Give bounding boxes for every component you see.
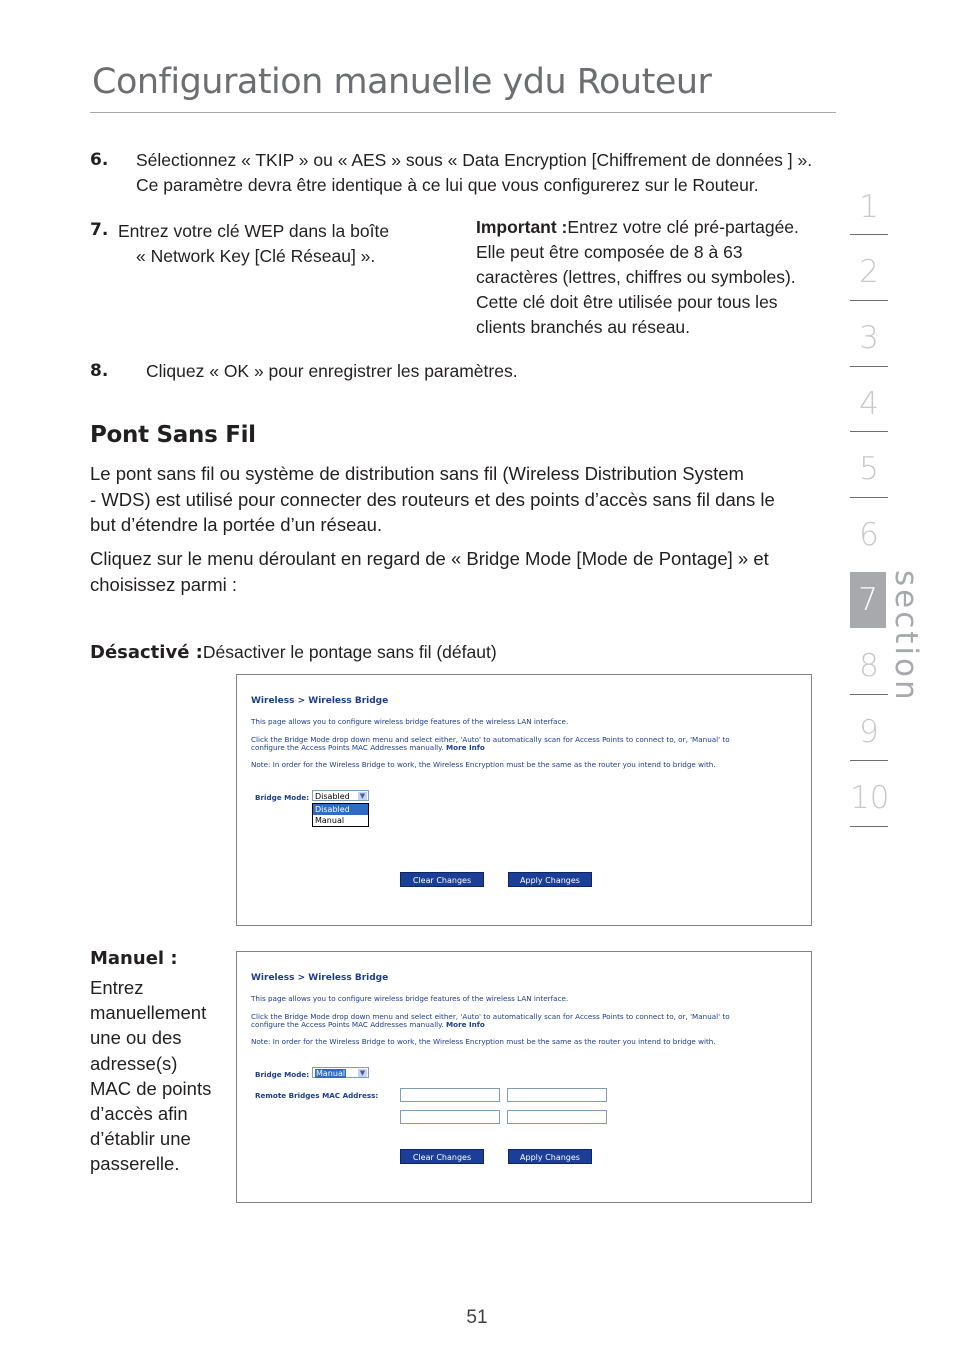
paragraph-2-line-2: choisissez parmi : — [90, 573, 238, 595]
section-nav-item-2: 2 — [859, 254, 879, 290]
bridge-mode-label: Bridge Mode: — [255, 793, 310, 802]
disabled-label: Désactivé : — [90, 642, 203, 663]
breadcrumb: Wireless > Wireless Bridge — [251, 696, 389, 706]
manual-label: Manuel : — [90, 948, 178, 969]
section-word: section — [888, 570, 924, 703]
section-divider — [850, 366, 888, 367]
chevron-down-icon[interactable]: ▼ — [359, 792, 366, 800]
instruction-text: Click the Bridge Mode drop down menu and select either, 'Auto' to automatically scan for Access Points to connect to, or, 'Manual' to — [251, 1012, 730, 1021]
page-title: Configuration manuelle ydu Routeur — [92, 62, 712, 102]
instruction-text-2: configure the Access Points MAC Addresses manually. More Info — [251, 743, 485, 752]
note-text: Note: In order for the Wireless Bridge to work, the Wireless Encryption must be the same as the router you intend to bridge with. — [251, 760, 716, 769]
paragraph-1-line-3: but d’étendre la portée d’un réseau. — [90, 514, 383, 535]
manual-line: d’accès afin — [90, 1103, 188, 1125]
paragraph-2-line-1: Cliquez sur le menu déroulant en regard de « Bridge Mode [Mode de Pontage] » et — [90, 548, 769, 569]
clear-changes-button[interactable]: Clear Changes — [400, 1149, 484, 1164]
manual-line: adresse(s) — [90, 1052, 178, 1074]
bridge-paragraph-2 — [90, 546, 769, 597]
step-6-number: 6. — [90, 150, 109, 170]
page-number: 51 — [466, 1307, 488, 1328]
manual-line: passerelle. — [90, 1153, 180, 1175]
step-7-number: 7. — [90, 220, 109, 240]
mac-address-field-3[interactable] — [400, 1110, 500, 1124]
step-8-text: Cliquez « OK » pour enregistrer les paramètres. — [146, 361, 518, 381]
breadcrumb: Wireless > Wireless Bridge — [251, 973, 389, 983]
important-line-5: clients branchés au réseau. — [476, 317, 691, 337]
disabled-option — [90, 640, 497, 665]
section-heading: Pont Sans Fil — [90, 422, 256, 448]
important-line-2: Elle peut être composée de 8 à 63 — [476, 242, 743, 262]
manual-line: Entrez — [90, 977, 144, 998]
intro-text: This page allows you to configure wireless bridge features of the wireless LAN interface. — [251, 994, 569, 1003]
section-divider — [850, 760, 888, 761]
section-label — [882, 570, 942, 703]
section-divider — [850, 431, 888, 432]
bridge-paragraph-1 — [90, 461, 775, 538]
intro-text: This page allows you to configure wireless bridge features of the wireless LAN interface. — [251, 717, 569, 726]
disabled-description: Désactiver le pontage sans fil (défaut) — [202, 642, 497, 662]
more-info-link[interactable]: More Info — [446, 743, 485, 752]
mac-address-field-2[interactable] — [507, 1088, 607, 1102]
important-line-4: Cette clé doit être utilisée pour tous les — [476, 292, 778, 312]
instruction-text-2: configure the Access Points MAC Addresses manually. More Info — [251, 1020, 485, 1029]
section-nav-item-7-active: 7 — [850, 572, 886, 628]
important-line-3: caractères (lettres, chiffres ou symboles). — [476, 267, 796, 287]
important-note — [476, 215, 799, 340]
paragraph-1-line-2: - WDS) est utilisé pour connecter des routeurs et des points d’accès sans fil dans le — [90, 488, 775, 510]
chevron-down-icon[interactable]: ▼ — [359, 1069, 366, 1077]
screenshot-manual — [236, 951, 812, 1203]
step-7-line-1: Entrez votre clé WEP dans la boîte — [118, 221, 390, 241]
section-nav-item-9: 9 — [859, 714, 879, 750]
section-nav-item-5: 5 — [859, 451, 879, 487]
section-divider — [850, 826, 888, 827]
section-nav-item-6: 6 — [859, 517, 879, 553]
step-7-line-2: « Network Key [Clé Réseau] ». — [136, 246, 376, 266]
bridge-mode-select[interactable] — [312, 1067, 369, 1078]
manual-description — [90, 975, 211, 1177]
section-nav-item-10: 10 — [850, 780, 890, 816]
bridge-mode-label: Bridge Mode: — [255, 1070, 310, 1079]
section-nav-item-3: 3 — [859, 320, 879, 356]
manual-line: d’établir une — [90, 1128, 191, 1150]
important-line-1: Entrez votre clé pré-partagée. — [567, 217, 799, 237]
section-divider — [850, 234, 888, 235]
section-divider — [850, 300, 888, 301]
step-6-line-2: Ce paramètre devra être identique à ce lui que vous configurerez sur le Routeur. — [136, 175, 759, 195]
important-label: Important : — [476, 217, 568, 237]
remote-mac-label: Remote Bridges MAC Address: — [255, 1091, 379, 1100]
manual-line: MAC de points — [90, 1077, 212, 1099]
mac-address-field-1[interactable] — [400, 1088, 500, 1102]
note-text: Note: In order for the Wireless Bridge to work, the Wireless Encryption must be the same as the router you intend to bridge with. — [251, 1037, 716, 1046]
section-nav-item-1: 1 — [859, 189, 879, 225]
instruction-text: Click the Bridge Mode drop down menu and select either, 'Auto' to automatically scan for Access Points to connect to, or, 'Manual' to — [251, 735, 730, 744]
mac-address-field-4[interactable] — [507, 1110, 607, 1124]
paragraph-1-line-1: Le pont sans fil ou système de distribution sans fil (Wireless Distribution System — [90, 463, 744, 484]
option-disabled[interactable]: Disabled — [313, 804, 368, 815]
manual-line: manuellement — [90, 1002, 207, 1024]
screenshot-disabled — [236, 674, 812, 926]
apply-changes-button[interactable]: Apply Changes — [508, 872, 592, 887]
title-divider — [90, 112, 836, 113]
step-6-text — [136, 148, 812, 198]
section-nav-item-8: 8 — [859, 648, 879, 684]
section-divider — [850, 497, 888, 498]
option-manual[interactable]: Manual — [315, 816, 345, 825]
bridge-mode-value: Manual — [316, 1069, 346, 1078]
bridge-mode-select[interactable] — [312, 790, 369, 801]
step-8-number: 8. — [90, 361, 109, 381]
bridge-mode-options — [312, 803, 369, 827]
bridge-mode-value: Disabled — [315, 792, 350, 801]
more-info-link[interactable]: More Info — [446, 1020, 485, 1029]
apply-changes-button[interactable]: Apply Changes — [508, 1149, 592, 1164]
clear-changes-button[interactable]: Clear Changes — [400, 872, 484, 887]
section-nav-item-4: 4 — [859, 386, 879, 422]
step-6-line-1: Sélectionnez « TKIP » ou « AES » sous « Data Encryption [Chiffrement de données ] ». — [136, 150, 813, 170]
manual-line: une ou des — [90, 1027, 182, 1049]
